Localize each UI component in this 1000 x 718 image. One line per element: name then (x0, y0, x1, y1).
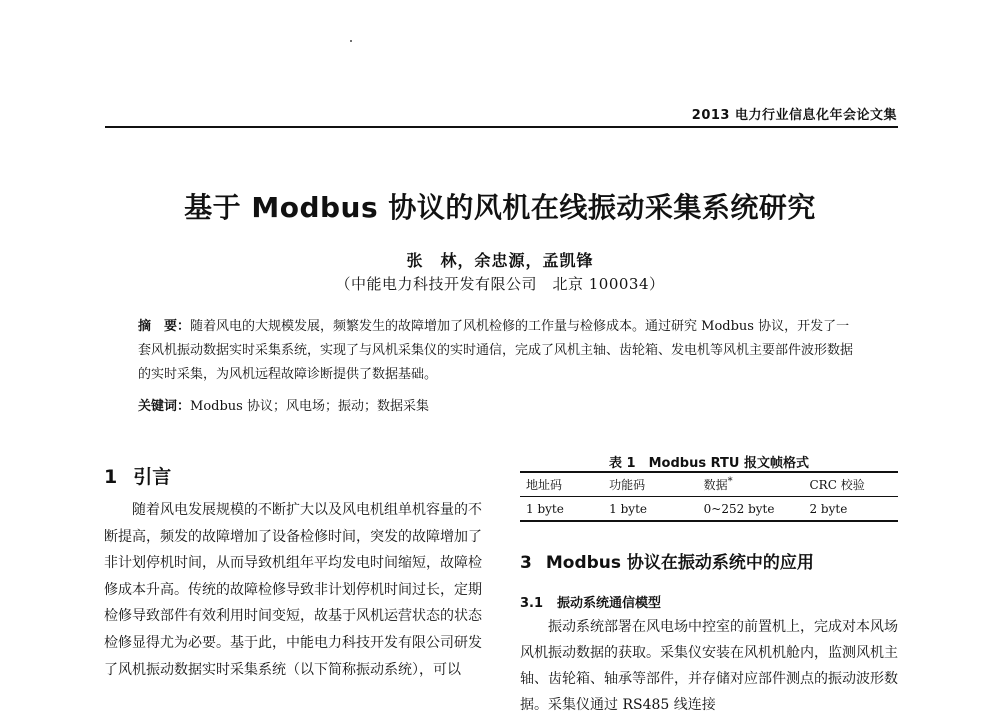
paper-authors: 张 林，余忠源，孟凯锋 (406, 251, 594, 270)
keywords-text: Modbus 协议；风电场；振动；数据采集 (190, 399, 429, 414)
table-header-cell: 地址码 (520, 472, 603, 497)
section-1-title: 引言 (133, 466, 172, 488)
section-3-1-heading (520, 592, 661, 611)
scan-speck (350, 40, 352, 42)
paper-affiliation: （中能电力科技开发有限公司 北京 100034） (335, 275, 665, 293)
table-cell: 2 byte (803, 497, 898, 522)
table-header-cell: 功能码 (603, 472, 698, 497)
section-3-1-body (520, 614, 898, 718)
section-3-title: Modbus 协议在振动系统中的应用 (545, 553, 814, 573)
section-3-1-title: 振动系统通信模型 (557, 596, 662, 611)
section-1-paragraph: 随着风电发展规模的不断扩大以及风电机组单机容量的不断提高，频发的故障增加了设备检修时间，突发的故障增加了非计划停机时间，从而导致机组年平均发电时间缩短，故障检修成本升高。传统的故障检修导致非计划停机时间过长，定期检修导致部件有效利用时间变短，故基于风机运营状态的状态检修显得尤为必要。基于此，中能电力科技开发有限公司研发了风机振动数据实时采集系统（以下简称振动系统），可以 (104, 502, 482, 678)
section-3-number: 3 (520, 553, 532, 573)
table-1-caption: 表 1 Modbus RTU 报文帧格式 (609, 456, 809, 471)
table-header-cell (698, 472, 804, 497)
table-cell: 1 byte (520, 497, 603, 522)
table-header-mark: * (727, 476, 733, 487)
table-header-row (520, 472, 898, 497)
section-3-1-number: 3.1 (520, 596, 544, 611)
section-1-number: 1 (104, 466, 118, 488)
abstract-label: 摘 要： (138, 319, 191, 334)
section-3-heading (520, 548, 814, 573)
running-header: 2013 电力行业信息化年会论文集 (691, 108, 897, 123)
section-3-1-paragraph: 振动系统部署在风电场中控室的前置机上，完成对本风场风机振动数据的获取。采集仪安装在风机机舱内，监测风机主轴、齿轮箱、轴承等部件，并存储对应部件测点的振动波形数据。采集仪通过 RS485 线连接 (520, 619, 898, 713)
keywords (138, 395, 860, 419)
table-1 (520, 471, 898, 522)
table-header-cell: CRC 校验 (803, 472, 898, 497)
section-1-body (104, 497, 482, 683)
abstract (138, 315, 860, 387)
section-1-heading (104, 462, 171, 489)
table-cell: 1 byte (603, 497, 698, 522)
keywords-label: 关键词： (138, 399, 191, 414)
table-row (520, 497, 898, 522)
table-cell: 0~252 byte (698, 497, 804, 522)
paper-title: 基于 Modbus 协议的风机在线振动采集系统研究 (184, 191, 816, 224)
header-rule (105, 126, 898, 128)
table-header-text: 数据 (703, 478, 728, 492)
abstract-text: 随着风电的大规模发展，频繁发生的故障增加了风机检修的工作量与检修成本。通过研究 Modbus 协议，开发了一套风机振动数据实时采集系统，实现了与风机采集仪的实时通信，完成了风机主轴、齿轮箱、发电机等风机主要部件波形数据的实时采集，为风机远程故障诊断提供了数据基础。 (138, 319, 854, 382)
